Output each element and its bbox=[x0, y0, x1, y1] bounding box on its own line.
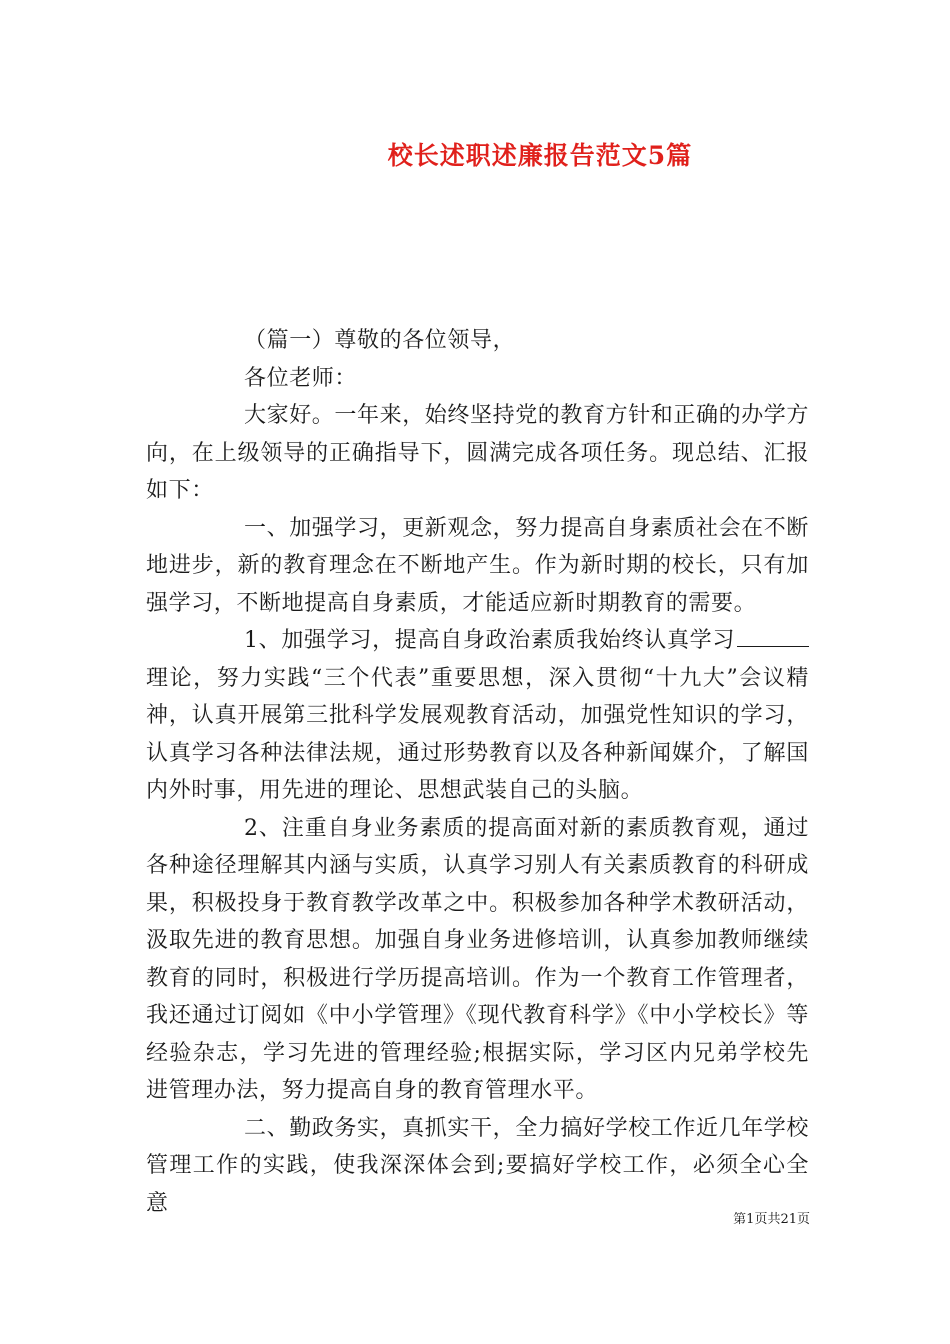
page-number-footer: 第1页共21页 bbox=[733, 1212, 810, 1227]
document-title: 校长述职述廉报告范文5篇 bbox=[387, 141, 693, 170]
paragraph-section-2: 二、勤政务实，真抓实干，全力搞好学校工作近几年学校管理工作的实践，使我深深体会到;要搞好学校工作，必须全心全意 bbox=[146, 1115, 810, 1216]
paragraph-item-1 bbox=[146, 622, 809, 810]
paragraph-item-1-rest: 理论，努力实践“三个代表”重要思想，深入贯彻“十九大”会议精神，认真开展第三批科学发展观教育活动，加强党性知识的学习，认真学习各种法律法规，通过形势教育以及各种新闻媒介，了解国内外时事，用先进的理论、思想武装自己的头脑。 bbox=[146, 665, 809, 803]
paragraph-item-2: 2、注重自身业务素质的提高面对新的素质教育观，通过各种途径理解其内涵与实质，认真学习别人有关素质教育的科研成果，积极投身于教育教学改革之中。积极参加各种学术教研活动，汲取先进的教育思想。加强自身业务进修培训，认真参加教师继续教育的同时，积极进行学历提高培训。作为一个教育工作管理者，我还通过订阅如《中小学管理》《现代教育科学》《中小学校长》等经验杂志，学习先进的管理经验;根据实际，学习区内兄弟学校先进管理办法，努力提高自身的教育管理水平。 bbox=[146, 815, 809, 1103]
paragraph-greeting: 各位老师： bbox=[244, 365, 358, 391]
paragraph-intro: 大家好。一年来，始终坚持党的教育方针和正确的办学方向，在上级领导的正确指导下，圆满完成各项任务。现总结、汇报如下： bbox=[146, 403, 810, 503]
paragraph-section-1: 一、加强学习，更新观念，努力提高自身素质社会在不断地进步，新的教育理念在不断地产生。作为新时期的校长，只有加强学习，不断地提高自身素质，才能适应新时期教育的需要。 bbox=[146, 515, 810, 616]
paragraph-salutation: （篇一）尊敬的各位领导， bbox=[244, 328, 516, 353]
fill-in-blank bbox=[737, 645, 809, 647]
document-body bbox=[146, 322, 809, 1222]
paragraph-item-1-lead: 1、加强学习，提高自身政治素质我始终认真学习 bbox=[244, 628, 735, 653]
